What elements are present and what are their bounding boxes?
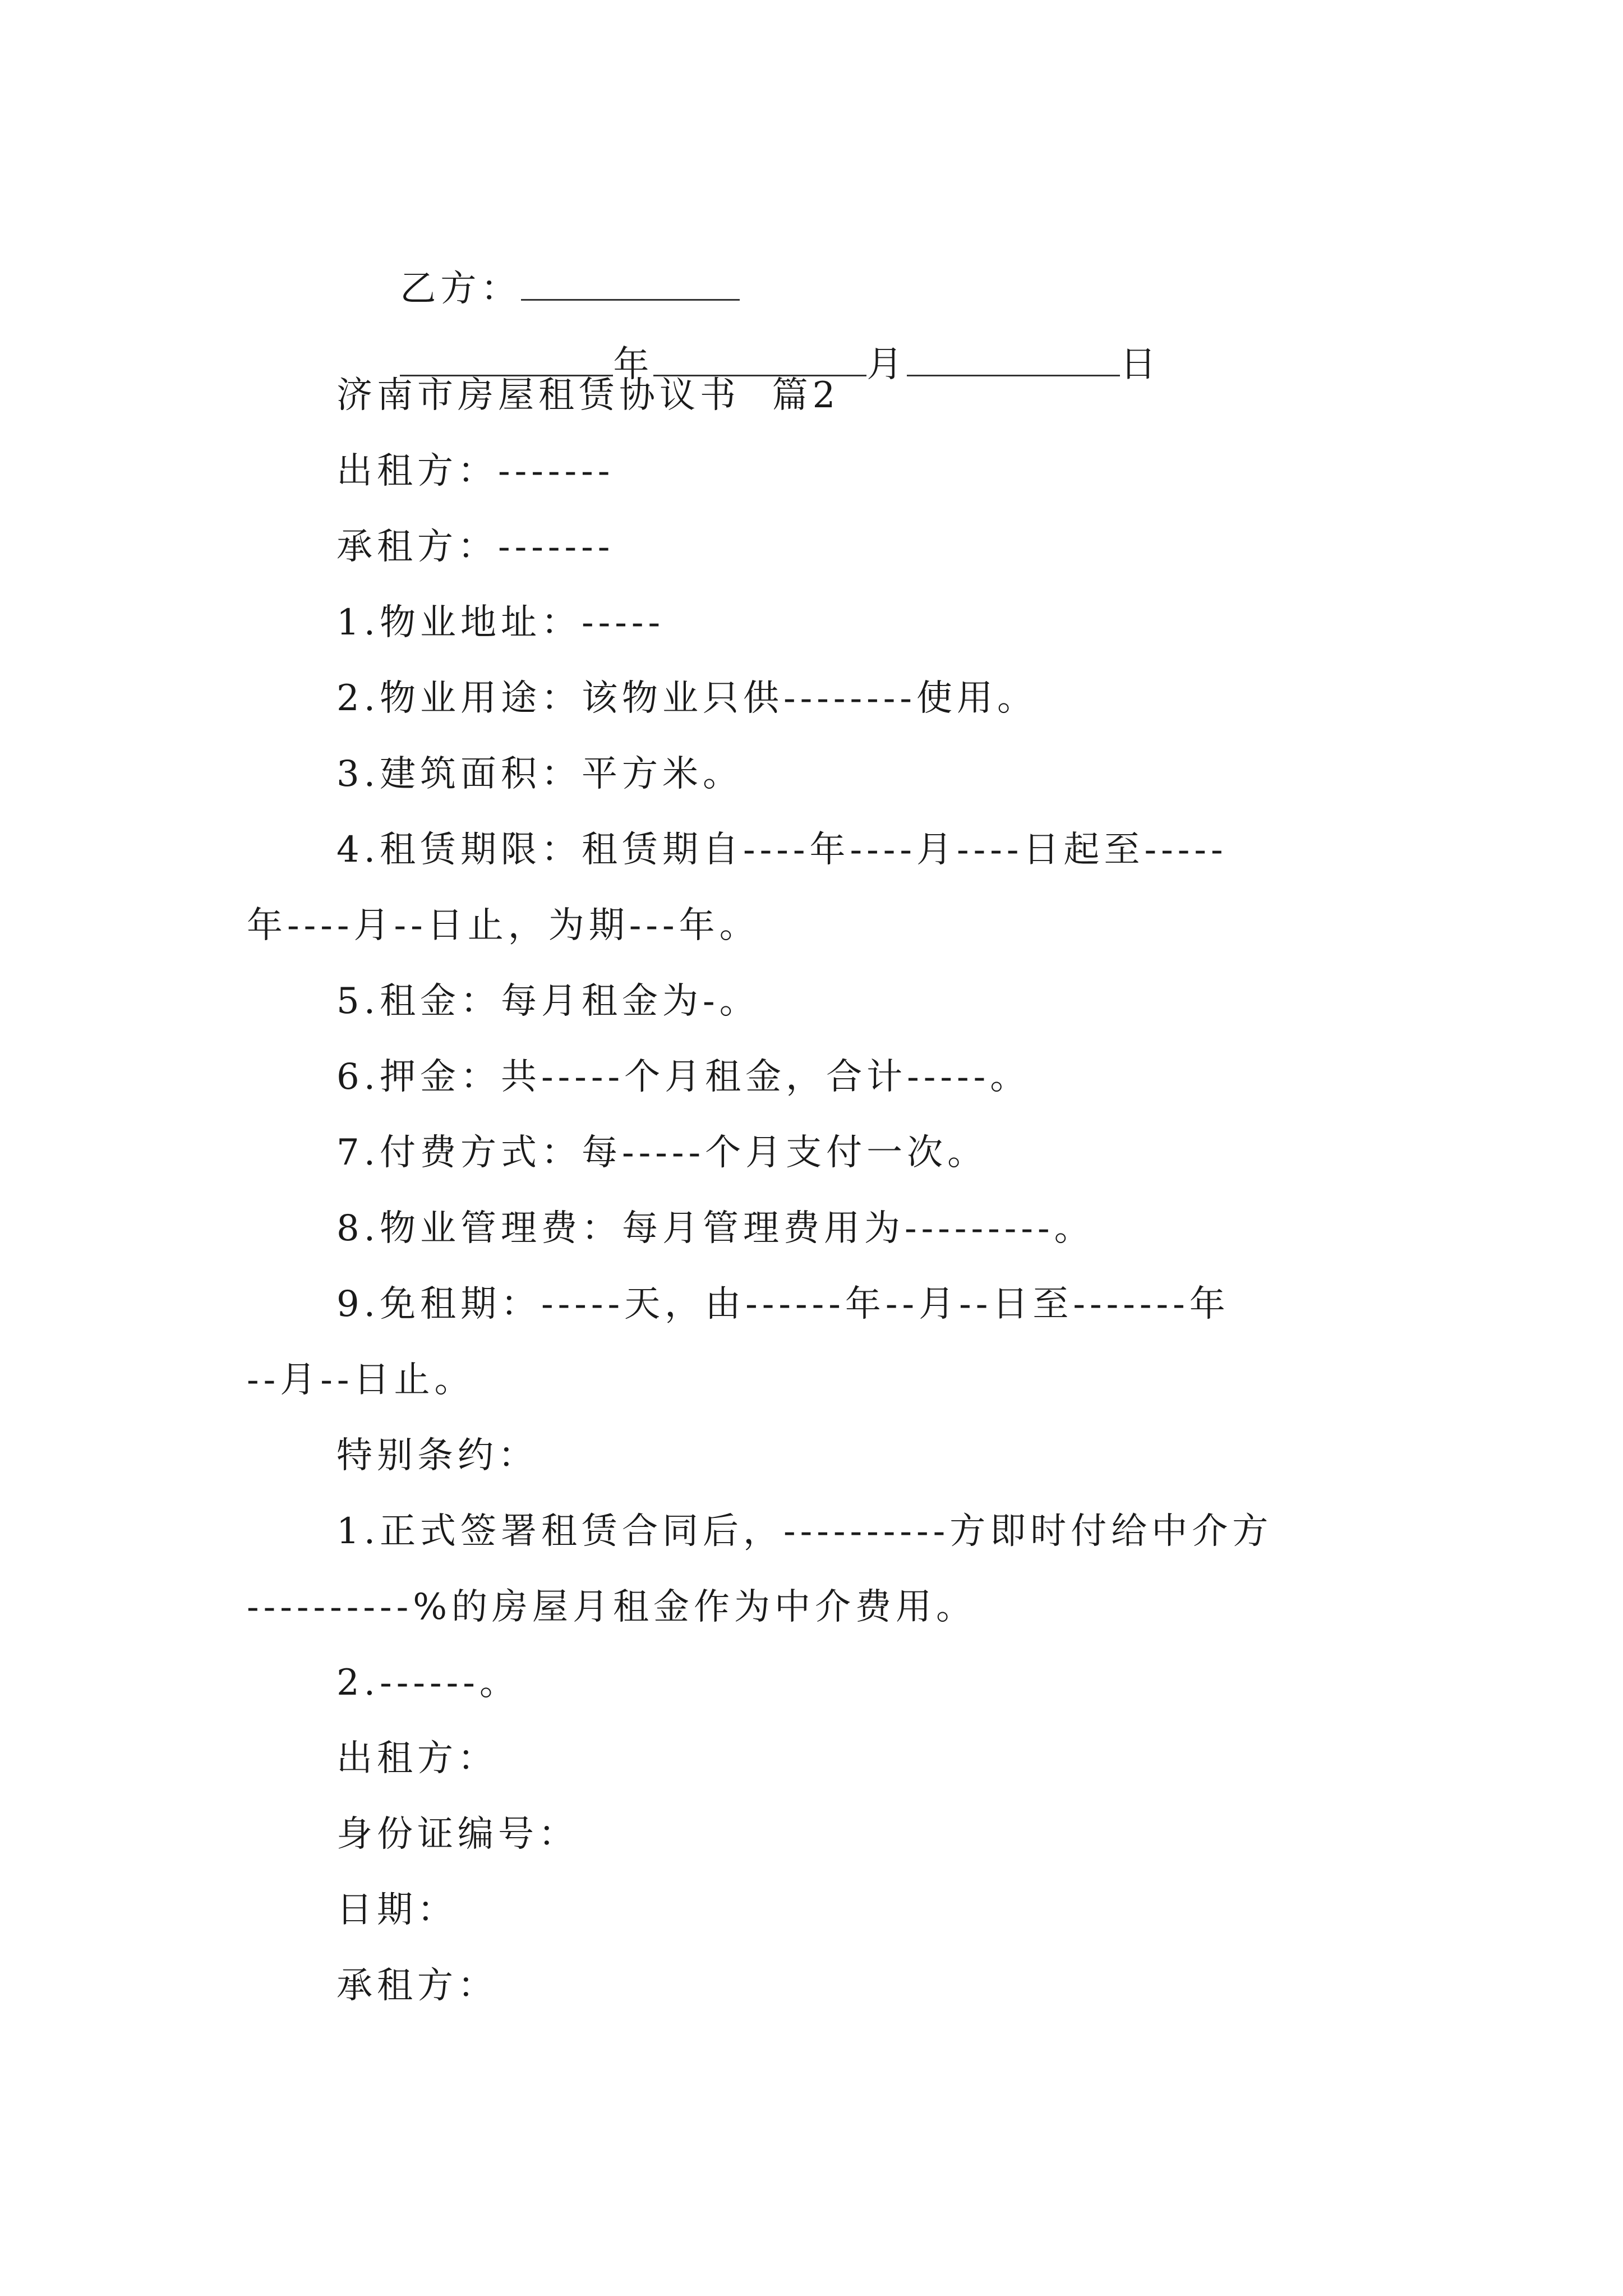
party-b-blank (521, 268, 740, 301)
item-1: 1.物业地址：----- (336, 602, 665, 643)
day-label: 日 (1120, 344, 1161, 385)
sign-id-number: 身份证编号： (336, 1814, 579, 1855)
lessor-line: 出租方：------- (336, 450, 615, 492)
item-9-line-1: 9.免租期：-----天，由------年--月--日至-------年 (336, 1283, 1230, 1325)
special-terms-heading: 特别条约： (336, 1435, 538, 1476)
item-5: 5.租金：每月租金为-。 (336, 981, 760, 1022)
sign-lessee: 承租方： (336, 1965, 498, 2007)
item-6: 6.押金：共-----个月租金，合计-----。 (336, 1056, 1031, 1098)
special-1-line-2: ----------%的房屋月租金作为中介费用。 (247, 1586, 977, 1628)
lessee-line: 承租方：------- (336, 526, 615, 568)
month-blank (653, 343, 866, 376)
year-blank (400, 343, 613, 376)
party-b-label: 乙方： (400, 268, 522, 310)
sign-date: 日期： (336, 1889, 458, 1931)
item-7: 7.付费方式：每-----个月支付一次。 (336, 1132, 988, 1174)
special-2: 2.------。 (336, 1662, 520, 1704)
special-1-line-1: 1.正式签署租赁合同后，----------方即时付给中介方 (336, 1511, 1273, 1552)
item-9-line-2: --月--日止。 (247, 1359, 475, 1401)
item-4-line-1: 4.租赁期限：租赁期自----年----月----日起至----- (336, 829, 1228, 871)
month-label: 月 (866, 344, 907, 385)
sign-lessor: 出租方： (336, 1738, 498, 1779)
section-title: 济南市房屋租赁协议书 篇2 (336, 375, 840, 416)
item-8: 8.物业管理费：每月管理费用为---------。 (336, 1208, 1095, 1249)
item-2: 2.物业用途：该物业只供--------使用。 (336, 678, 1038, 719)
item-4-line-2: 年----月--日止，为期---年。 (247, 905, 760, 946)
item-3: 3.建筑面积：平方米。 (336, 753, 744, 795)
day-blank (907, 343, 1120, 376)
year-label: 年 (613, 344, 654, 385)
